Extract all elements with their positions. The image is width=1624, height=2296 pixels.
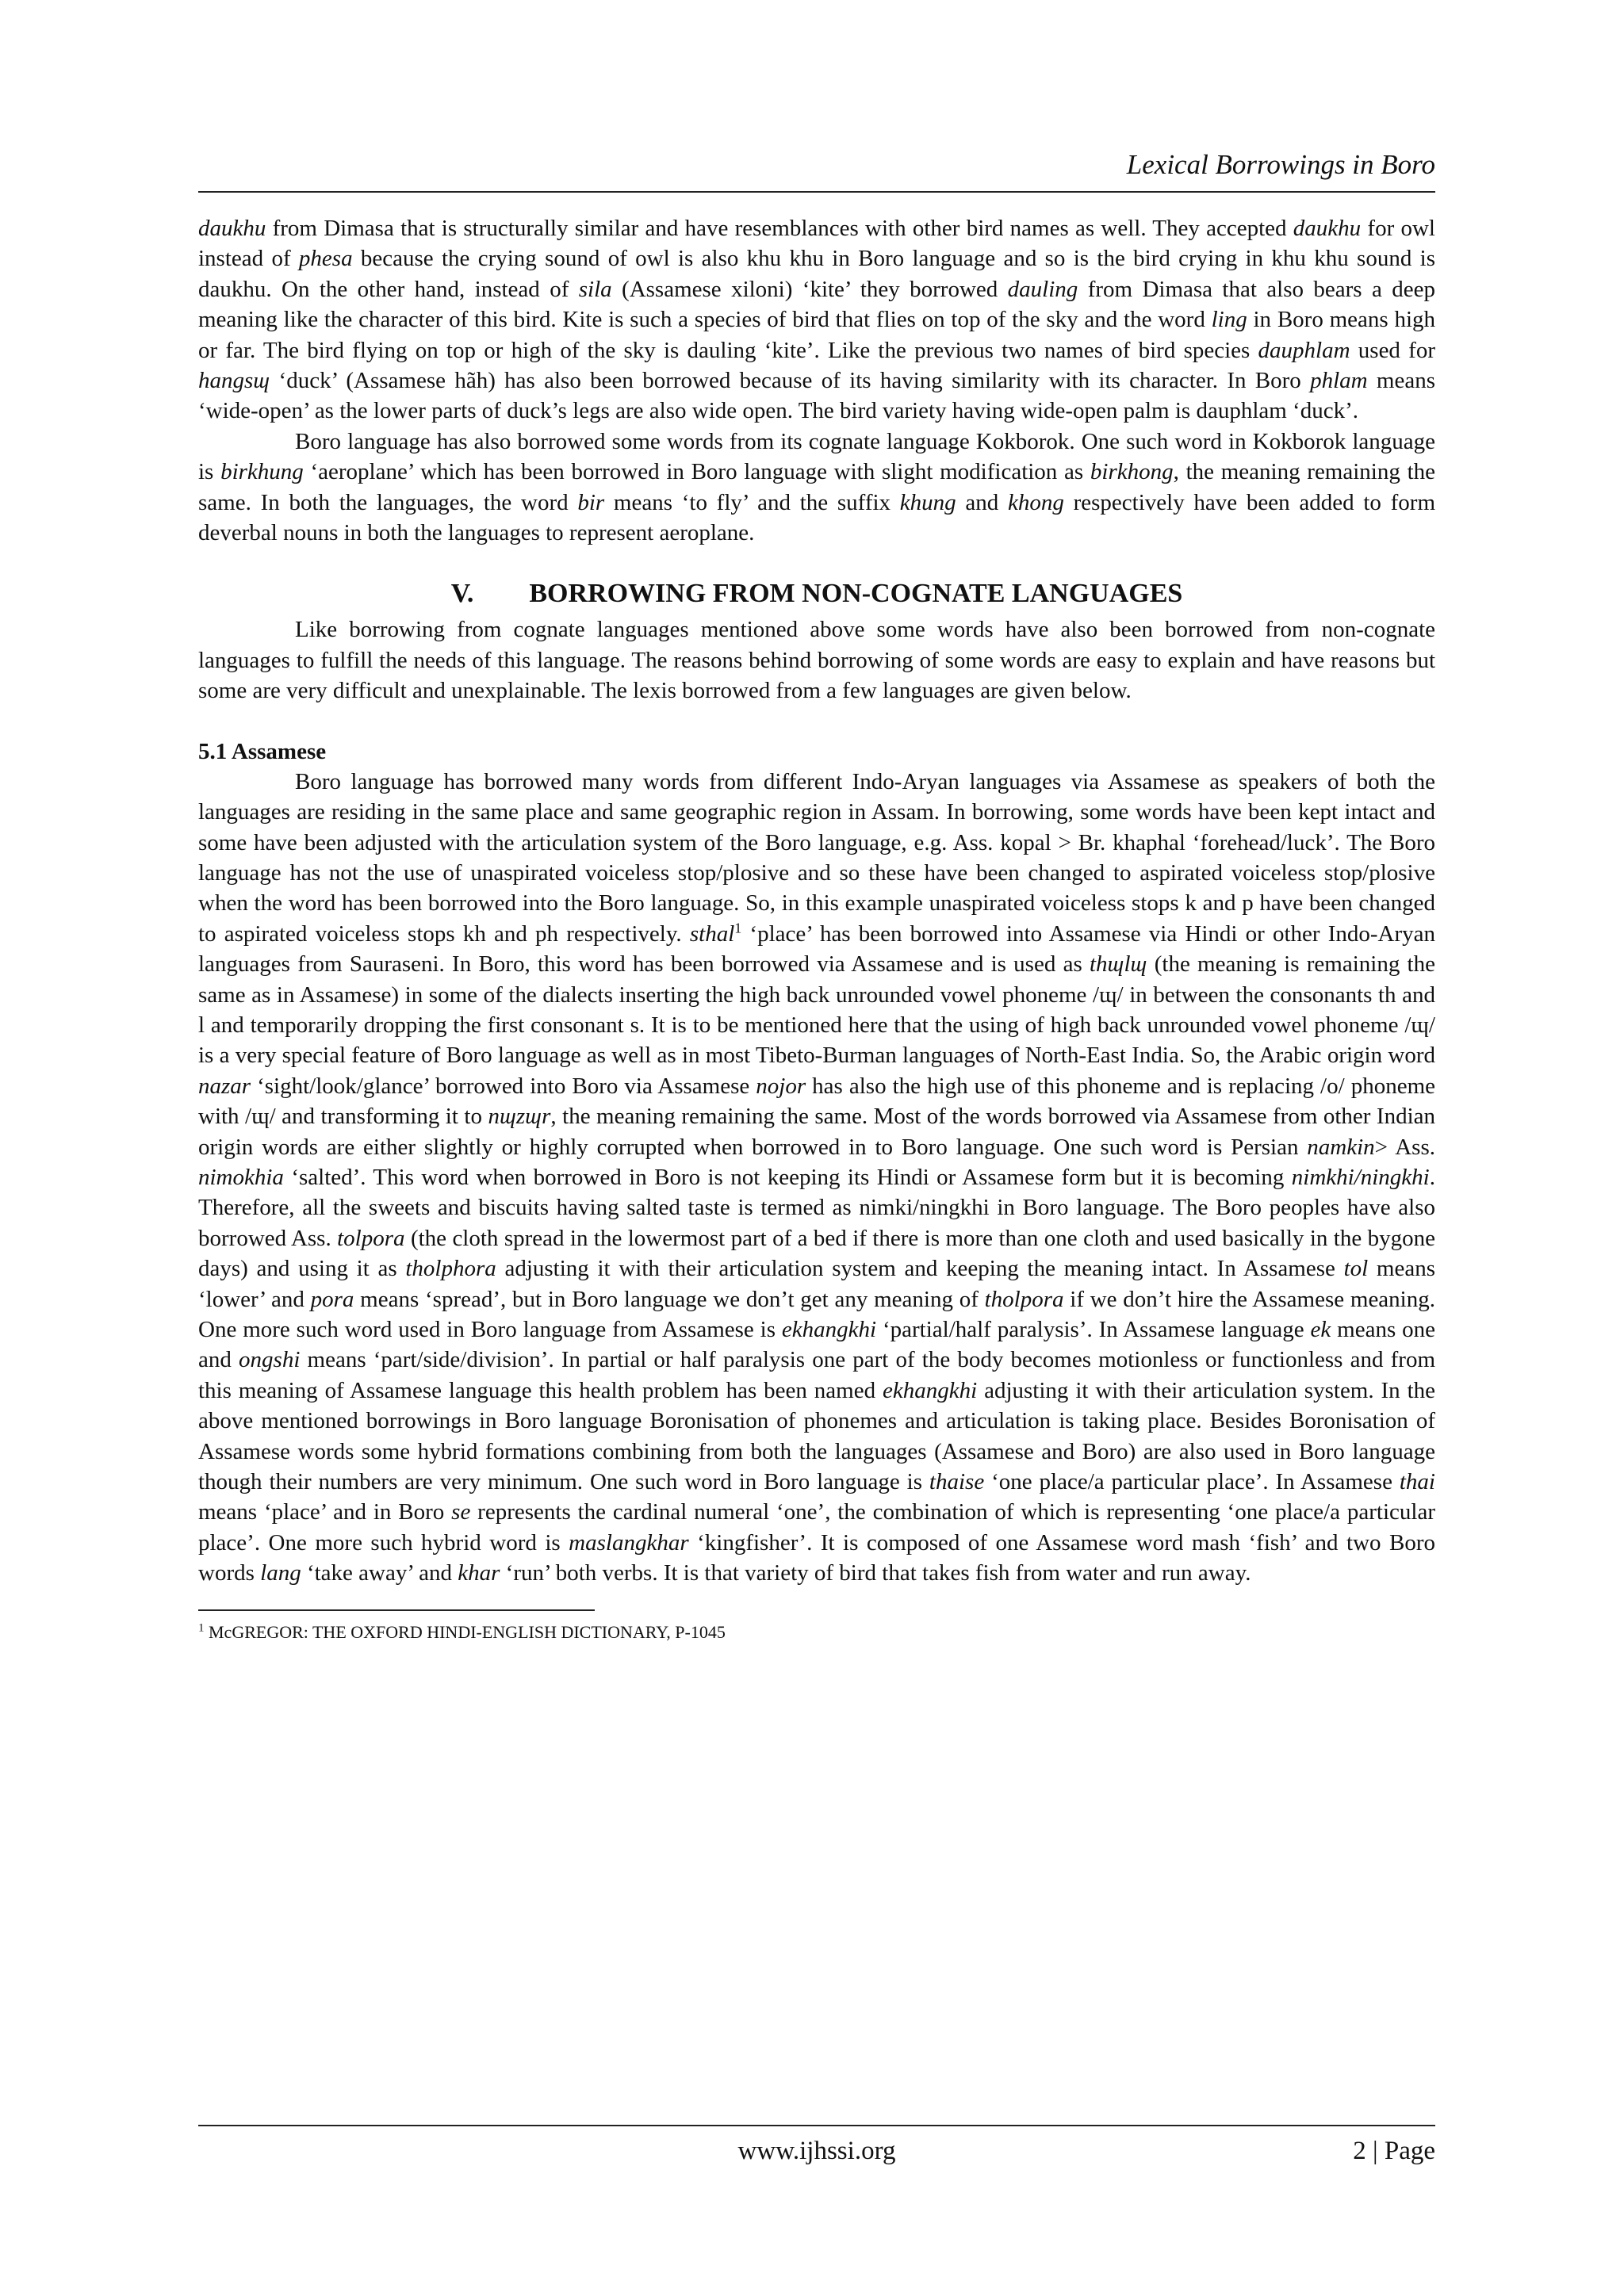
- text-run: means ‘spread’, but in Boro language we don’t get any meaning of: [354, 1286, 985, 1312]
- text-run: > Ass.: [1374, 1134, 1435, 1160]
- italic-term: ekhangkhi: [781, 1317, 877, 1342]
- italic-term: lang: [260, 1560, 301, 1586]
- text-run: Boro language has borrowed many words from different Indo-Aryan languages via Assamese as speakers of both the languages are residing in the same place and same geographic region in Assam. In borrowing, some words have been kept intact and some have been adjusted with the articulation system of the Boro language, e.g. Ass. kopal > Br. khaphal ‘forehead/luck’. The Boro language has not the use of unaspirated voiceless stop/plosive and so these have been changed to aspirated voiceless stop/plosive when the word has been borrowed into the Boro language. So, in this example unaspirated voiceless stops k and p have been changed to aspirated voiceless stops kh and ph respectively.: [198, 768, 1435, 947]
- text-run: means one and: [198, 1317, 1435, 1373]
- italic-term: maslangkhar: [569, 1529, 689, 1556]
- text-run: in Boro means high or far. The bird flying on top or high of the sky is dauling ‘kite’. Like the previous two names of bird species: [198, 307, 1436, 363]
- text-run: respectively have been added to form deverbal nouns in both the languages to represent aeroplane.: [198, 489, 1436, 546]
- text-run: Like borrowing from cognate languages mentioned above some words have also been borrowed from non-cognate languages to fulfill the needs of this language. The reasons behind borrowing of some words are easy to explain and have reasons but some are very difficult and unexplainable. The lexis borrowed from a few languages are given below.: [198, 617, 1435, 704]
- footnote-ref: 1: [734, 920, 742, 936]
- running-title: Lexical Borrowings in Boro: [1126, 149, 1435, 180]
- text-run: adjusting it with their articulation system. In the above mentioned borrowings in Boro language Boronisation of phonemes and articulation is taking place. Besides Boronisation of Assamese words some hybrid formations combining from both the languages (Assamese and Boro) are also used in Boro language though their numbers are very minimum. One such word in Boro language is: [198, 1377, 1436, 1495]
- text-run: (the meaning is remaining the same as in Assamese) in some of the dialects inserting the high back unrounded vowel phoneme /ɰ/ in between the consonants th and l and temporarily dropping the first consonant s. It is to be mentioned here that the using of high back unrounded vowel phoneme /ɰ/ is a very special feature of Boro language as well as in most Tibeto-Burman languages of North-East India. So, the Arabic origin word: [198, 951, 1435, 1069]
- section-title: BORROWING FROM NON-COGNATE LANGUAGES: [529, 579, 1183, 609]
- italic-term: nimkhi/ningkhi: [1291, 1164, 1430, 1190]
- text-run: ‘aeroplane’ which has been borrowed in Boro language with slight modification as: [303, 459, 1090, 485]
- text-run: means ‘place’ and in Boro: [198, 1499, 452, 1525]
- italic-term: birkhong: [1090, 459, 1174, 485]
- italic-term: ekhangkhi: [883, 1377, 978, 1403]
- footnote-marker: 1: [198, 1621, 205, 1635]
- italic-term: nojor: [756, 1073, 806, 1099]
- text-run: means ‘lower’ and: [198, 1256, 1435, 1312]
- italic-term: phlam: [1310, 368, 1368, 394]
- text-run: . Therefore, all the sweets and biscuits having salted taste is termed as nimki/ningkhi in Boro language. The Boro peoples have also borrowed Ass.: [198, 1164, 1435, 1251]
- text-run: ‘take away’ and: [301, 1560, 458, 1586]
- text-run: means ‘part/side/division’. In partial or half paralysis one part of the body becomes motionless or functionless and from this meaning of Assamese language this health problem has been named: [198, 1347, 1435, 1403]
- page-footer: [198, 2131, 1435, 2171]
- footnote-text: McGREGOR: THE OXFORD HINDI-ENGLISH DICTIONARY, P-1045: [204, 1621, 726, 1642]
- italic-term: khar: [458, 1560, 500, 1586]
- paragraph: [198, 427, 1435, 549]
- text-run: (the cloth spread in the lowermost part of a bed if there is more than one cloth and used basically in the bygone days) and using it as: [198, 1225, 1435, 1282]
- text-run: for owl instead of: [198, 216, 1435, 272]
- text-run: ‘partial/half paralysis’. In Assamese language: [876, 1317, 1311, 1342]
- italic-term: thɰlɰ: [1089, 951, 1147, 978]
- italic-term: daukhu: [198, 216, 266, 241]
- italic-term: ling: [1211, 307, 1247, 333]
- italic-term: ek: [1310, 1317, 1331, 1342]
- paragraph: [198, 213, 1435, 427]
- italic-term: tholphora: [405, 1256, 496, 1282]
- text-run: means ‘wide-open’ as the lower parts of duck’s legs are also wide open. The bird variety having wide-open palm is dauphlam ‘duck’.: [198, 368, 1436, 424]
- italic-term: ongshi: [239, 1347, 301, 1373]
- text-run: used for: [1350, 337, 1435, 363]
- text-run: Boro language has also borrowed some words from its cognate language Kokborok. One such word in Kokborok language is: [198, 428, 1435, 485]
- italic-term: daukhu: [1293, 216, 1362, 241]
- text-run: ‘place’ has been borrowed into Assamese via Hindi or other Indo-Aryan languages from Sauraseni. In Boro, this word has been borrowed via Assamese and is used as: [198, 920, 1435, 978]
- text-run: represents the cardinal numeral ‘one’, the combination of which is representing ‘one place/a particular place’. One more such hybrid word is: [198, 1499, 1436, 1556]
- text-run: from Dimasa that is structurally similar and have resemblances with other bird names as well. They accepted: [266, 216, 1293, 241]
- italic-term: tholpora: [984, 1286, 1064, 1312]
- header-rule: [198, 191, 1435, 193]
- section-number: V.: [450, 579, 474, 609]
- text-run: ‘sight/look/glance’ borrowed into Boro via Assamese: [251, 1073, 756, 1099]
- italic-term: khong: [1007, 489, 1064, 515]
- section-heading: [198, 576, 1435, 611]
- page-number: 2 | Page: [1353, 2137, 1435, 2165]
- footnote: [198, 1621, 1435, 1644]
- italic-term: khung: [899, 489, 956, 515]
- italic-term: thai: [1399, 1469, 1435, 1495]
- text-run: because the crying sound of owl is also khu khu in Boro language and so is the bird crying in khu khu sound is daukhu. On the other hand, instead of: [198, 246, 1435, 302]
- journal-website: www.ijhssi.org: [737, 2137, 896, 2165]
- text-run: , the meaning remaining the same. In both the languages, the word: [198, 459, 1435, 515]
- italic-term: bir: [577, 489, 605, 515]
- italic-term: hangsɰ: [198, 368, 270, 394]
- paragraph: [198, 614, 1435, 706]
- italic-term: se: [451, 1499, 471, 1525]
- text-run: adjusting it with their articulation system and keeping the meaning intact. In Assamese: [496, 1256, 1344, 1282]
- footer-rule: [198, 2125, 1435, 2126]
- text-run: from Dimasa that also bears a deep meaning like the character of this bird. Kite is such a species of bird that flies on top of the sky and the word: [198, 276, 1435, 333]
- text-run: ‘duck’ (Assamese hãh) has also been borrowed because of its having similarity with its character. In Boro: [270, 368, 1311, 394]
- text-run: and: [956, 489, 1008, 515]
- text-run: means ‘to fly’ and the suffix: [604, 489, 900, 515]
- text-run: ‘run’ both verbs. It is that variety of bird that takes fish from water and run away.: [500, 1560, 1251, 1586]
- italic-term: phesa: [298, 246, 353, 272]
- text-run: has also the high use of this phoneme and is replacing /o/ phoneme with /ɰ/ and transforming it to: [198, 1073, 1436, 1130]
- text-run: (Assamese xiloni) ‘kite’ they borrowed: [611, 276, 1008, 302]
- article-body: [198, 213, 1435, 1589]
- italic-term: pora: [310, 1286, 354, 1312]
- italic-term: nimokhia: [198, 1164, 284, 1190]
- text-run: ‘kingfisher’. It is composed of one Assamese word mash ‘fish’ and two Boro words: [198, 1529, 1435, 1586]
- italic-term: nazar: [198, 1073, 251, 1099]
- text-run: ‘salted’. This word when borrowed in Boro is not keeping its Hindi or Assamese form but it is becoming: [283, 1164, 1292, 1190]
- text-run: ‘one place/a particular place’. In Assamese: [984, 1469, 1400, 1495]
- text-run: , the meaning remaining the same. Most of the words borrowed via Assamese from other Indian origin words are either slightly or highly corrupted when borrowed in to Boro language. One such word is Persian: [198, 1104, 1435, 1160]
- italic-term: tol: [1343, 1256, 1369, 1282]
- italic-term: nɰzɰr: [488, 1104, 551, 1130]
- italic-term: sthal: [689, 920, 735, 947]
- footnote-rule: [198, 1609, 595, 1611]
- italic-term: namkin: [1307, 1134, 1375, 1160]
- italic-term: thaise: [929, 1469, 985, 1495]
- italic-term: dauling: [1007, 276, 1078, 302]
- page-content: [198, 147, 1435, 1644]
- subsection-heading: 5.1 Assamese: [198, 738, 327, 764]
- italic-term: tolpora: [337, 1225, 405, 1251]
- italic-term: dauphlam: [1258, 337, 1350, 363]
- italic-term: birkhung: [220, 459, 304, 485]
- text-run: if we don’t hire the Assamese meaning. One more such word used in Boro language from Assamese is: [198, 1286, 1435, 1342]
- paragraph: [198, 767, 1435, 1589]
- italic-term: sila: [578, 276, 612, 302]
